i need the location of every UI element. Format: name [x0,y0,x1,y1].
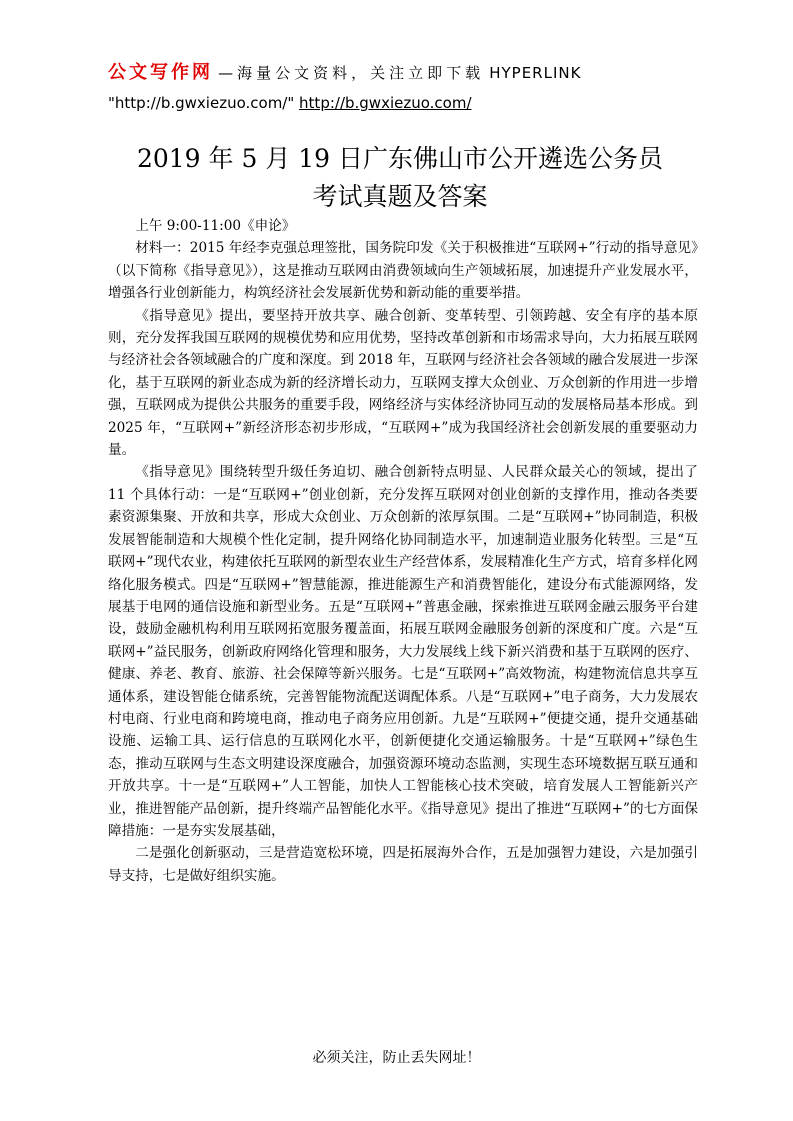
header-tagline: —海量公文资料，关注立即下载 [218,64,485,82]
brand-name[interactable]: 公文写作网 [108,62,213,83]
page-footer: 必须关注，防止丢失网址！ [312,1050,481,1066]
paragraph-2: 《指导意见》提出，要坚持开放共享、融合创新、变革转型、引领跨越、安全有序的基本原则，充分发挥我国互联网的规模优势和应用优势，坚持改革创新和市场需求导向，大力拓展互联网与经济社会各领域融合的广度和深度。到 2018 年，互联网与经济社会各领域的融合发展进一步深化，基于互联网的新业态成为新的经济增长动力，互联网支撑大众创业、万众创新的作用进一步增强，互联网成为提供公共服务的重要手段，网络经济与实体经济协同互动的发展格局基本形成。到 2025 年，“互联网+”新经济形态初步形成，“互联网+”成为我国经济社会创新发展的重要驱动力量。 [108,307,698,459]
document-title [100,140,700,216]
paragraph-4: 二是强化创新驱动，三是营造宽松环境，四是拓展海外合作，五是加强智力建设，六是加强引导支持，七是做好组织实施。 [108,845,698,884]
title-line-1: 2019 年 5 月 19 日广东佛山市公开遴选公务员 [136,144,664,173]
website-link[interactable]: http://b.gwxiezuo.com/ [299,94,472,112]
header-line-2 [108,88,708,118]
header-line-1 [108,58,708,88]
hyperlink-word: HYPERLINK [489,64,582,82]
document-body [108,215,698,887]
paragraph-1: 材料一：2015 年经李克强总理签批，国务院印发《关于积极推进“互联网+”行动的指导意见》（以下简称《指导意见》），这是推动互联网由消费领域向生产领域拓展，加速提升产业发展水平，增强各行业创新能力，构筑经济社会发展新优势和新动能的重要举措。 [108,240,698,302]
page-header [108,58,708,118]
session-info: 上午 9:00-11:00《申论》 [135,218,296,234]
title-line-2: 考试真题及答案 [312,182,488,211]
link-quoted-url: "http://b.gwxiezuo.com/" [108,94,295,112]
paragraph-3: 《指导意见》围绕转型升级任务迫切、融合创新特点明显、人民群众最关心的领域，提出了 11 个具体行动：一是“互联网+”创业创新，充分发挥互联网对创业创新的支撑作用，推动各类要素资源集聚、开放和共享，形成大众创业、万众创新的浓厚氛围。二是“互联网+”协同制造，积极发展智能制造和大规模个性化定制，提升网络化协同制造水平，加速制造业服务化转型。三是“互联网+”现代农业，构建依托互联网的新型农业生产经营体系，发展精准化生产方式，培育多样化网络化服务模式。四是“互联网+”智慧能源，推进能源生产和消费智能化，建设分布式能源网络，发展基于电网的通信设施和新型业务。五是“互联网+”普惠金融，探索推进互联网金融云服务平台建设，鼓励金融机构利用互联网拓宽服务覆盖面，拓展互联网金融服务创新的深度和广度。六是“互联网+”益民服务，创新政府网络化管理和服务，大力发展线上线下新兴消费和基于互联网的医疗、健康、养老、教育、旅游、社会保障等新兴服务。七是“互联网+”高效物流，构建物流信息共享互通体系，建设智能仓储系统，完善智能物流配送调配体系。八是“互联网+”电子商务，大力发展农村电商、行业电商和跨境电商，推动电子商务应用创新。九是“互联网+”便捷交通，提升交通基础设施、运输工具、运行信息的互联网化水平，创新便捷化交通运输服务。十是“互联网+”绿色生态，推动互联网与生态文明建设深度融合，加强资源环境动态监测，实现生态环境数据互联互通和开放共享。十一是“互联网+”人工智能，加快人工智能核心技术突破，培育发展人工智能新兴产业，推进智能产品创新，提升终端产品智能化水平。《指导意见》提出了推进“互联网+”的七方面保障措施：一是夯实发展基础， [108,464,698,839]
